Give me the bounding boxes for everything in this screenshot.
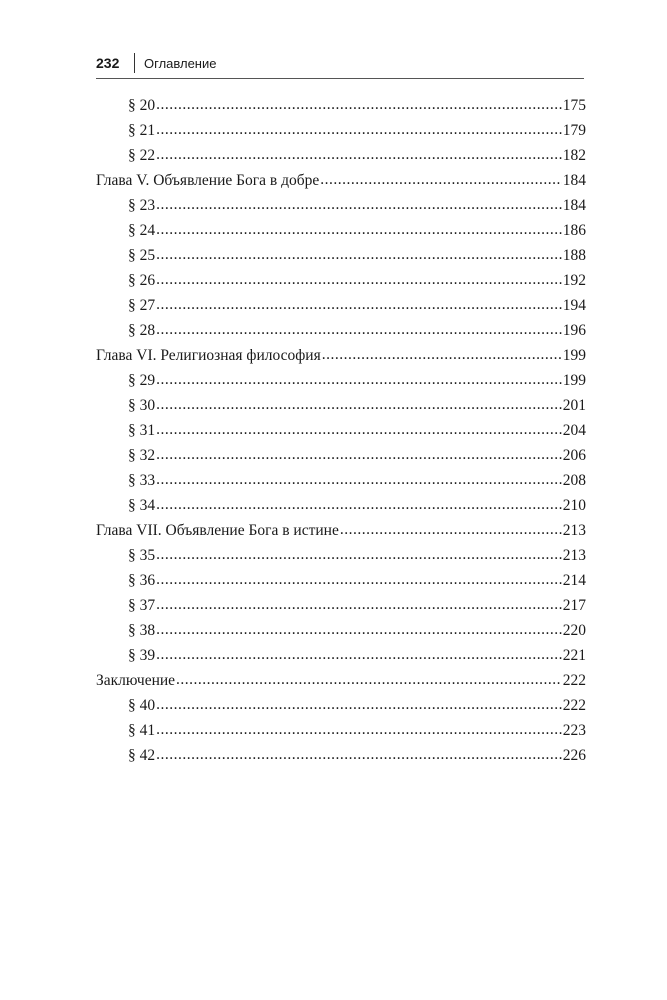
toc-entry-page-number: 217 — [562, 597, 586, 614]
toc-entry-page-number: 175 — [562, 97, 586, 114]
toc-entry-page-number: 206 — [562, 447, 586, 464]
toc-entry-page-number: 184 — [562, 172, 586, 189]
toc-entry-page-number: 184 — [562, 197, 586, 214]
dot-leader — [156, 217, 562, 242]
toc-entry-page-number: 192 — [562, 272, 586, 289]
dot-leader — [156, 442, 562, 467]
dot-leader — [156, 717, 562, 742]
toc-entry-page-number: 182 — [562, 147, 586, 164]
running-section-title: Оглавление — [144, 56, 217, 71]
toc-entry-label: § 40 — [128, 697, 156, 714]
toc-entry-label: § 28 — [128, 322, 156, 339]
toc-entry-label: § 31 — [128, 422, 156, 439]
toc-entry-page-number: 194 — [562, 297, 586, 314]
toc-entry-section[interactable] — [96, 143, 586, 168]
toc-entry-section[interactable] — [96, 618, 586, 643]
toc-entry-page-number: 222 — [562, 697, 586, 714]
dot-leader — [322, 342, 562, 367]
dot-leader — [320, 167, 562, 192]
dot-leader — [156, 317, 562, 342]
toc-entry-label: § 25 — [128, 247, 156, 264]
dot-leader — [156, 142, 562, 167]
toc-entry-label: Глава VII. Объявление Бога в истине — [96, 522, 339, 539]
toc-entry-label: Глава V. Объявление Бога в добре — [96, 172, 320, 189]
toc-entry-label: § 36 — [128, 572, 156, 589]
toc-entry-label: § 37 — [128, 597, 156, 614]
toc-entry-label: § 30 — [128, 397, 156, 414]
toc-entry-page-number: 179 — [562, 122, 586, 139]
toc-entry-section[interactable] — [96, 593, 586, 618]
toc-entry-page-number: 220 — [562, 622, 586, 639]
dot-leader — [156, 542, 562, 567]
running-header — [96, 52, 584, 79]
dot-leader — [156, 242, 562, 267]
toc-entry-label: § 29 — [128, 372, 156, 389]
dot-leader — [340, 517, 562, 542]
toc-entry-section[interactable] — [96, 468, 586, 493]
toc-entry-chapter[interactable] — [96, 343, 586, 368]
toc-entry-page-number: 196 — [562, 322, 586, 339]
dot-leader — [156, 392, 562, 417]
toc-entry-section[interactable] — [96, 293, 586, 318]
toc-entry-section[interactable] — [96, 718, 586, 743]
toc-entry-label: § 21 — [128, 122, 156, 139]
toc-entry-section[interactable] — [96, 368, 586, 393]
toc-entry-section[interactable] — [96, 693, 586, 718]
toc-entry-section[interactable] — [96, 743, 586, 768]
toc-entry-section[interactable] — [96, 318, 586, 343]
toc-entry-page-number: 222 — [562, 672, 586, 689]
dot-leader — [156, 467, 562, 492]
toc-entry-page-number: 199 — [562, 347, 586, 364]
dot-leader — [156, 592, 562, 617]
toc-entry-page-number: 223 — [562, 722, 586, 739]
dot-leader — [156, 642, 562, 667]
toc-entry-label: § 26 — [128, 272, 156, 289]
dot-leader — [156, 492, 562, 517]
toc-entry-section[interactable] — [96, 643, 586, 668]
toc-entry-section[interactable] — [96, 418, 586, 443]
toc-entry-label: Глава VI. Религиозная философия — [96, 347, 321, 364]
toc-entry-label: § 42 — [128, 747, 156, 764]
toc-entry-section[interactable] — [96, 443, 586, 468]
toc-entry-section[interactable] — [96, 243, 586, 268]
toc-entry-page-number: 226 — [562, 747, 586, 764]
dot-leader — [156, 617, 562, 642]
toc-entry-page-number: 210 — [562, 497, 586, 514]
toc-entry-chapter[interactable] — [96, 668, 586, 693]
toc-entry-section[interactable] — [96, 568, 586, 593]
toc-entry-page-number: 221 — [562, 647, 586, 664]
toc-entry-page-number: 204 — [562, 422, 586, 439]
toc-entry-label: § 34 — [128, 497, 156, 514]
toc-entry-page-number: 186 — [562, 222, 586, 239]
dot-leader — [176, 667, 562, 692]
dot-leader — [156, 292, 562, 317]
toc-entry-page-number: 213 — [562, 522, 586, 539]
header-divider — [134, 53, 135, 73]
toc-entry-page-number: 213 — [562, 547, 586, 564]
toc-entry-section[interactable] — [96, 118, 586, 143]
toc-entry-chapter[interactable] — [96, 168, 586, 193]
toc-entry-section[interactable] — [96, 543, 586, 568]
toc-entry-label: § 38 — [128, 622, 156, 639]
toc-entry-label: § 35 — [128, 547, 156, 564]
toc-entry-label: § 39 — [128, 647, 156, 664]
toc-entry-label: Заключение — [96, 672, 176, 689]
toc-entry-page-number: 201 — [562, 397, 586, 414]
toc-entry-chapter[interactable] — [96, 518, 586, 543]
dot-leader — [156, 117, 562, 142]
toc-entry-section[interactable] — [96, 93, 586, 118]
dot-leader — [156, 92, 562, 117]
dot-leader — [156, 742, 562, 767]
dot-leader — [156, 367, 562, 392]
toc-entry-label: § 24 — [128, 222, 156, 239]
toc-entry-section[interactable] — [96, 218, 586, 243]
page-number: 232 — [96, 55, 120, 71]
toc-entry-label: § 27 — [128, 297, 156, 314]
toc-entry-page-number: 199 — [562, 372, 586, 389]
dot-leader — [156, 417, 562, 442]
toc-entry-label: § 20 — [128, 97, 156, 114]
toc-entry-label: § 22 — [128, 147, 156, 164]
toc-entry-label: § 23 — [128, 197, 156, 214]
toc-entry-section[interactable] — [96, 493, 586, 518]
toc-entry-page-number: 188 — [562, 247, 586, 264]
toc-entry-section[interactable] — [96, 268, 586, 293]
toc-entry-section[interactable] — [96, 393, 586, 418]
toc-entry-label: § 33 — [128, 472, 156, 489]
dot-leader — [156, 192, 562, 217]
dot-leader — [156, 267, 562, 292]
dot-leader — [156, 567, 562, 592]
toc-entry-page-number: 208 — [562, 472, 586, 489]
toc-entry-label: § 32 — [128, 447, 156, 464]
toc-entry-page-number: 214 — [562, 572, 586, 589]
toc-entry-section[interactable] — [96, 193, 586, 218]
table-of-contents — [96, 93, 586, 768]
dot-leader — [156, 692, 562, 717]
toc-entry-label: § 41 — [128, 722, 156, 739]
